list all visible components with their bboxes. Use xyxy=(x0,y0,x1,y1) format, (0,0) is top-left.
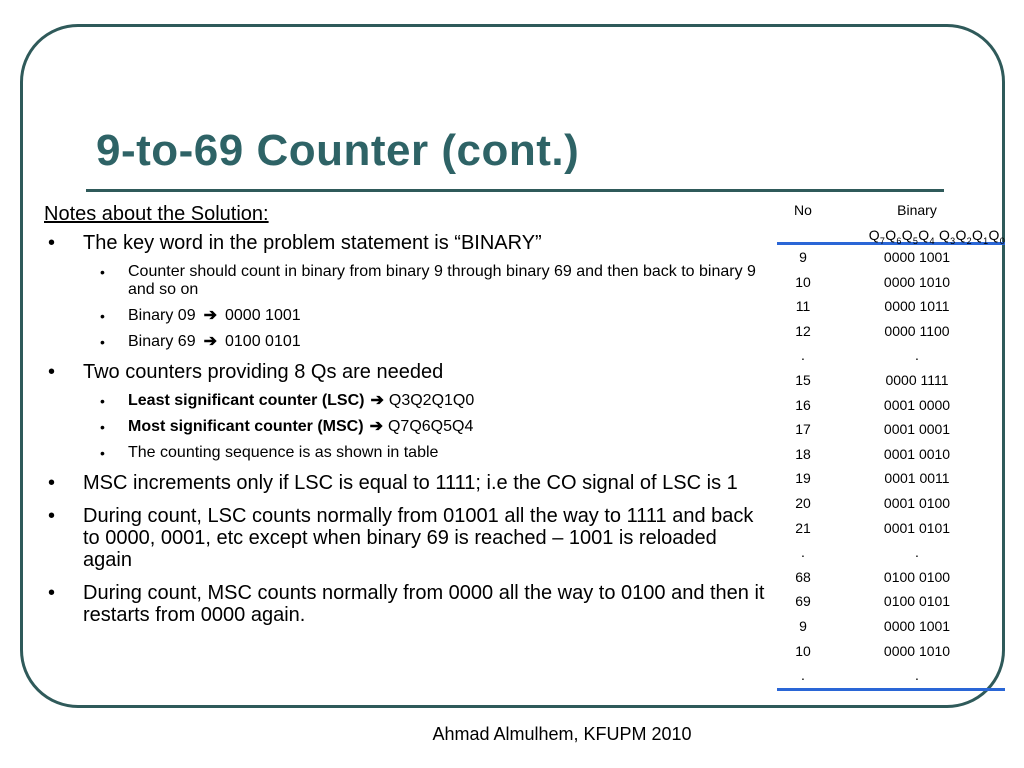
table-bottom-rule xyxy=(777,688,1005,691)
bullet-dot: • xyxy=(48,472,56,494)
table-row xyxy=(777,368,1005,393)
cell-binary: 0000 1010 xyxy=(883,642,951,659)
bullet-text: During count, LSC counts normally from 01001 all the way to 1111 and back to 0000, 0001, etc except when binary 69 is reached – 1001 is reloaded again xyxy=(83,505,754,571)
bullet-dot: • xyxy=(48,582,56,604)
table-row xyxy=(777,294,1005,319)
table-row xyxy=(777,393,1005,418)
table-row xyxy=(777,639,1005,664)
cell-binary: 0000 1111 xyxy=(885,371,949,388)
bullet-dot: • xyxy=(100,308,105,324)
bullet-dot: • xyxy=(100,419,105,435)
bullet-value: 0000 1001 xyxy=(225,307,301,324)
bullet-dot: • xyxy=(100,264,105,280)
bullet-label: Binary 09 xyxy=(128,307,196,324)
cell-binary: 0100 0100 xyxy=(883,568,951,585)
bullet-msc-increments xyxy=(44,472,769,494)
slide-footer: Ahmad Almulhem, KFUPM 2010 xyxy=(432,724,692,744)
cell-no: 12 xyxy=(795,322,811,339)
cell-no: 68 xyxy=(795,568,811,585)
header-no: No xyxy=(794,202,812,218)
cell-binary: 0000 1001 xyxy=(883,249,951,265)
notes-section xyxy=(44,203,769,637)
cell-no: 15 xyxy=(795,371,811,388)
bullet-value: Q3Q2Q1Q0 xyxy=(388,392,475,409)
table-row xyxy=(777,442,1005,467)
cell-binary: 0001 0100 xyxy=(883,494,951,511)
table-row xyxy=(777,343,1005,368)
cell-no: . xyxy=(801,667,805,684)
sub-bullet-binary-69 xyxy=(44,333,769,351)
cell-binary: 0001 0000 xyxy=(883,396,951,413)
cell-binary: 0000 1100 xyxy=(884,322,950,339)
table-row xyxy=(777,245,1005,270)
cell-no: 69 xyxy=(795,593,811,610)
cell-no: 9 xyxy=(799,249,807,265)
table-row xyxy=(777,663,1005,688)
bullet-dot: • xyxy=(48,505,56,527)
table-row xyxy=(777,491,1005,516)
slide-title: 9-to-69 Counter (cont.) xyxy=(96,126,580,175)
bullet-dot: • xyxy=(48,232,56,254)
cell-binary: 0000 1011 xyxy=(884,298,950,315)
cell-binary: . xyxy=(915,347,919,364)
bullet-binary-keyword xyxy=(44,232,769,254)
cell-binary: 0001 0010 xyxy=(883,445,951,462)
sub-bullet-lsc xyxy=(44,392,769,410)
table-row xyxy=(777,565,1005,590)
cell-no: 11 xyxy=(795,298,811,315)
bullet-two-counters xyxy=(44,361,769,383)
notes-heading: Notes about the Solution: xyxy=(44,203,269,225)
bullet-text: The key word in the problem statement is “BINARY” xyxy=(83,232,542,254)
bullet-dot: • xyxy=(100,393,105,409)
header-q-bits: $Q_7Q_6Q_5Q_4$ $Q_3Q_2Q_1Q_0$ xyxy=(868,227,1005,246)
counting-sequence-table xyxy=(777,200,1005,691)
bullet-dot: • xyxy=(100,334,105,350)
table-row xyxy=(777,614,1005,639)
cell-binary: 0000 1010 xyxy=(883,273,951,290)
bullet-label: Least significant counter (LSC) xyxy=(128,392,365,409)
cell-no: 9 xyxy=(799,617,807,634)
bullet-text: The counting sequence is as shown in table xyxy=(128,444,439,461)
right-arrow-icon: ➔ xyxy=(203,307,217,324)
table-row xyxy=(777,540,1005,565)
bullet-label: Most significant counter (MSC) xyxy=(128,418,364,435)
cell-no: . xyxy=(801,544,805,561)
table-header xyxy=(777,200,1005,246)
cell-no: 17 xyxy=(795,421,811,438)
table-row xyxy=(777,319,1005,344)
bullet-lsc-count xyxy=(44,505,769,571)
cell-no: 21 xyxy=(795,519,811,536)
table-row xyxy=(777,589,1005,614)
right-arrow-icon: ➔ xyxy=(370,392,384,409)
right-arrow-icon: ➔ xyxy=(369,418,383,435)
cell-no: 16 xyxy=(795,396,811,413)
table-row xyxy=(777,466,1005,491)
table-row xyxy=(777,516,1005,541)
cell-binary: 0001 0101 xyxy=(883,519,951,536)
cell-binary: 0100 0101 xyxy=(883,593,951,610)
table-row xyxy=(777,270,1005,295)
cell-binary: 0001 0001 xyxy=(883,421,951,438)
sub-bullet-sequence xyxy=(44,444,769,462)
bullet-text: Counter should count in binary from binary 9 through binary 69 and then back to binary 9 and so on xyxy=(128,263,756,298)
bullet-text: During count, MSC counts normally from 0000 all the way to 0100 and then it restarts from 0000 again. xyxy=(83,582,765,626)
bullet-text: MSC increments only if LSC is equal to 1111; i.e the CO signal of LSC is 1 xyxy=(83,472,738,494)
cell-no: . xyxy=(801,347,805,364)
bullet-value: 0100 0101 xyxy=(225,333,301,350)
sub-bullet-count-range xyxy=(44,263,769,299)
cell-no: 10 xyxy=(795,273,811,290)
cell-no: 18 xyxy=(795,445,811,462)
table-body xyxy=(777,245,1005,688)
cell-no: 19 xyxy=(795,470,811,487)
cell-binary: 0000 1001 xyxy=(883,617,951,634)
table-row xyxy=(777,417,1005,442)
bullet-dot: • xyxy=(100,445,105,461)
bullet-text: Two counters providing 8 Qs are needed xyxy=(83,361,444,383)
cell-no: 10 xyxy=(795,642,811,659)
cell-binary: 0001 0011 xyxy=(884,470,950,487)
title-underline xyxy=(86,189,944,192)
bullet-msc-count xyxy=(44,582,769,626)
right-arrow-icon: ➔ xyxy=(203,333,217,350)
sub-bullet-binary-09 xyxy=(44,307,769,325)
bullet-label: Binary 69 xyxy=(128,333,196,350)
header-binary: Binary xyxy=(897,202,937,218)
cell-no: 20 xyxy=(795,494,811,511)
cell-binary: . xyxy=(915,667,919,684)
bullet-dot: • xyxy=(48,361,56,383)
bullet-value: Q7Q6Q5Q4 xyxy=(387,418,474,435)
sub-bullet-msc xyxy=(44,418,769,436)
cell-binary: . xyxy=(915,544,919,561)
